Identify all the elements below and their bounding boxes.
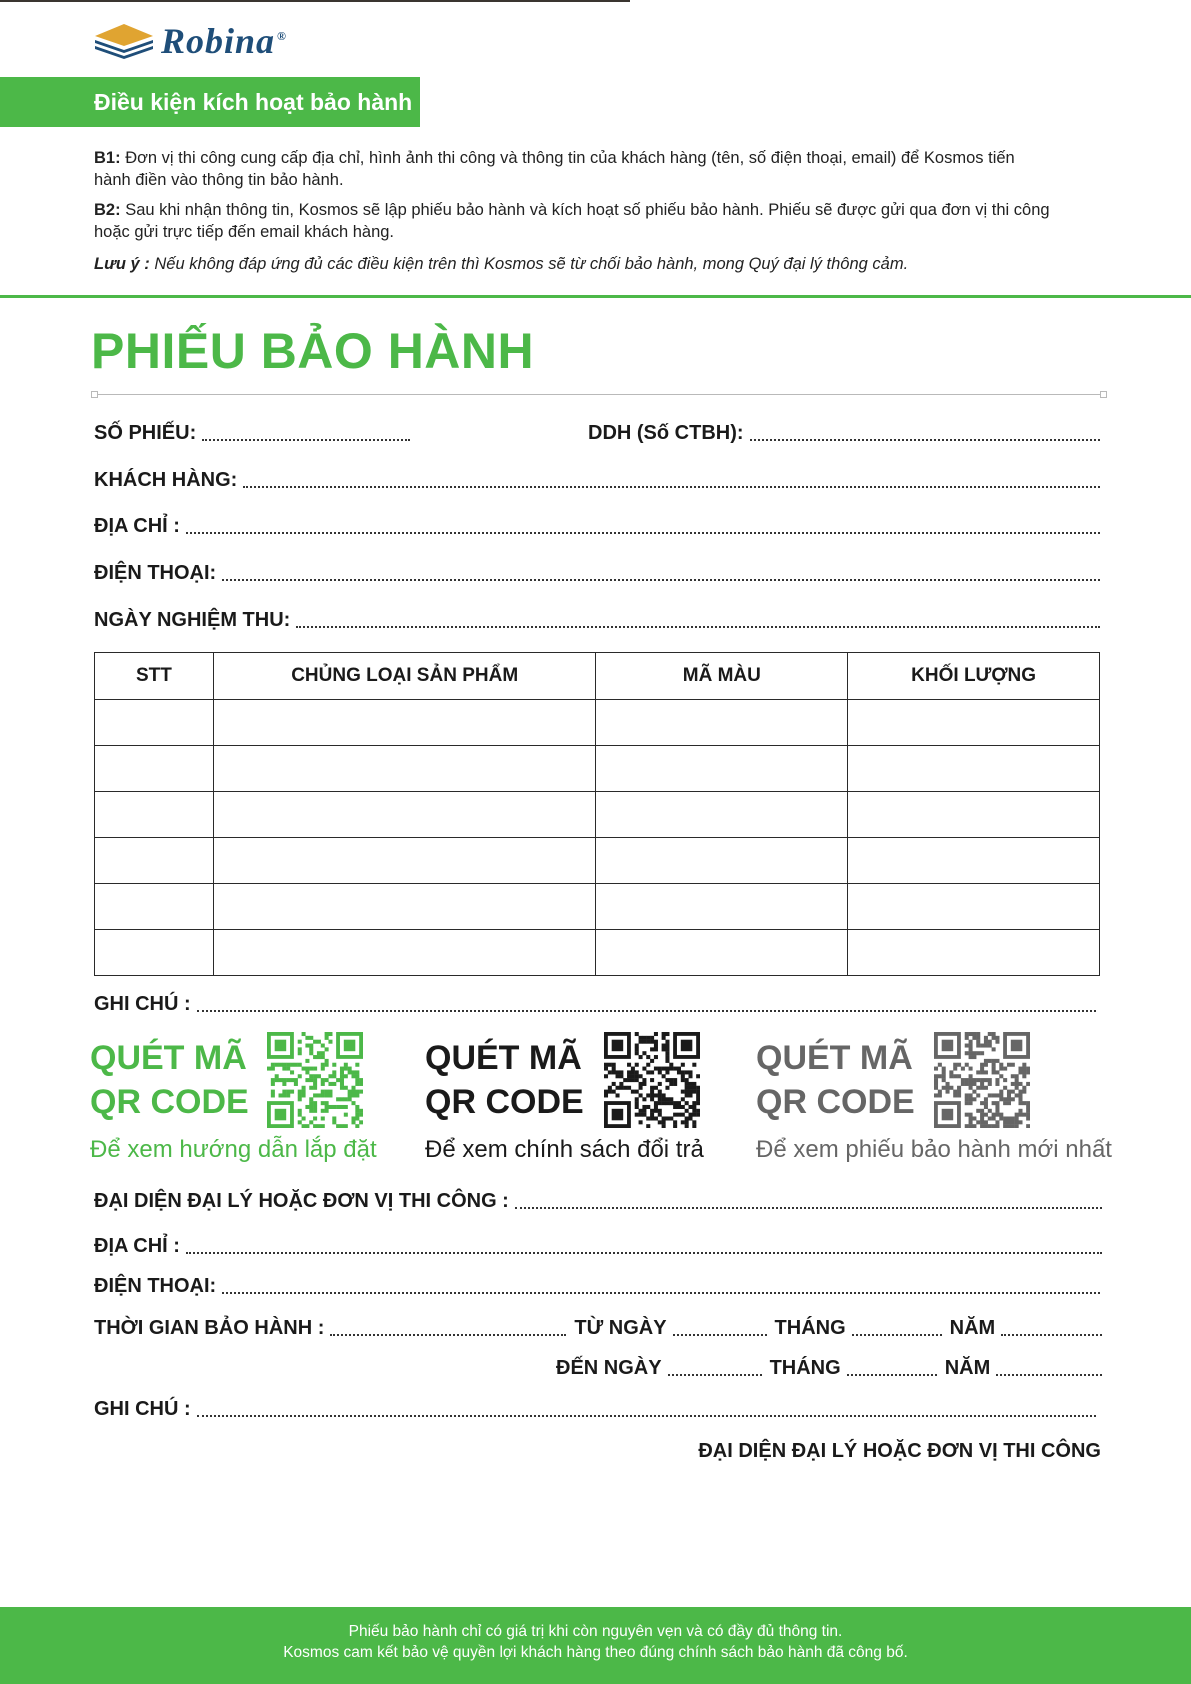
table-cell[interactable]: [848, 792, 1100, 838]
top-edge-line: [0, 0, 630, 2]
ghi-chu-field[interactable]: GHI CHÚ :: [94, 991, 1096, 1017]
table-cell[interactable]: [213, 792, 596, 838]
warranty-period-row: THỜI GIAN BẢO HÀNH : TỪ NGÀY THÁNG NĂM: [94, 1315, 1102, 1341]
footer-banner: [0, 1607, 1191, 1684]
table-cell[interactable]: [848, 884, 1100, 930]
khach-hang-field[interactable]: KHÁCH HÀNG:: [94, 467, 1100, 493]
brand-name: Robina ®: [161, 21, 288, 61]
table-row: [95, 884, 1100, 930]
brand-logo: [93, 18, 333, 62]
col-header-color-code: MÃ MÀU: [596, 653, 848, 700]
table-cell[interactable]: [848, 700, 1100, 746]
dia-chi-field[interactable]: ĐỊA CHỈ :: [94, 513, 1100, 539]
ngay-nghiem-thu-field[interactable]: NGÀY NGHIỆM THU:: [94, 607, 1100, 633]
qr-code-icon[interactable]: [934, 1032, 1030, 1128]
conditions-heading: Điều kiện kích hoạt bảo hành: [0, 77, 420, 127]
to-day-input[interactable]: [668, 1373, 762, 1376]
condition-b2: B2: Sau khi nhận thông tin, Kosmos sẽ lập phiếu bảo hành và kích hoạt số phiếu bảo hành. Phiếu sẽ được gửi qua đơn vị thi công hoặc gửi trực tiếp đến email khách hàng.: [94, 201, 1050, 241]
condition-note: Lưu ý : Nếu không đáp ứng đủ các điều kiện trên thì Kosmos sẽ từ chối bảo hành, mong Quý đại lý thông cảm.: [94, 255, 909, 273]
qr-block-return-policy: [425, 1030, 725, 1170]
table-cell[interactable]: [95, 792, 214, 838]
table-row: [95, 792, 1100, 838]
qr-code-icon[interactable]: [604, 1032, 700, 1128]
table-header-row: [95, 653, 1100, 700]
table-cell[interactable]: [848, 930, 1100, 976]
table-cell[interactable]: [596, 884, 848, 930]
signature-label: ĐẠI DIỆN ĐẠI LÝ HOẶC ĐƠN VỊ THI CÔNG: [698, 1440, 1101, 1462]
table-cell[interactable]: [213, 884, 596, 930]
to-month-input[interactable]: [847, 1373, 937, 1376]
table-cell[interactable]: [213, 838, 596, 884]
agent-name-field[interactable]: ĐẠI DIỆN ĐẠI LÝ HOẶC ĐƠN VỊ THI CÔNG :: [94, 1188, 1102, 1214]
table-cell[interactable]: [596, 700, 848, 746]
qr-caption: Để xem hướng dẫn lắp đặt: [90, 1136, 377, 1163]
table-cell[interactable]: [95, 746, 214, 792]
table-cell[interactable]: [95, 838, 214, 884]
table-cell[interactable]: [848, 746, 1100, 792]
table-cell[interactable]: [213, 930, 596, 976]
table-row: [95, 838, 1100, 884]
from-day-input[interactable]: [673, 1333, 767, 1336]
table-cell[interactable]: [596, 838, 848, 884]
table-cell[interactable]: [213, 746, 596, 792]
footer-line-2: Kosmos cam kết bảo vệ quyền lợi khách hàng theo đúng chính sách bảo hành đã công bố.: [283, 1644, 908, 1661]
table-cell[interactable]: [95, 884, 214, 930]
title-underline: [94, 394, 1104, 395]
table-cell[interactable]: [95, 700, 214, 746]
to-year-input[interactable]: [996, 1373, 1102, 1376]
warranty-end-row: ĐẾN NGÀY THÁNG NĂM: [556, 1355, 1102, 1381]
agent-phone-field[interactable]: ĐIỆN THOẠI:: [94, 1273, 1100, 1299]
qr-code-icon[interactable]: [267, 1032, 363, 1128]
footer-line-1: Phiếu bảo hành chỉ có giá trị khi còn nguyên vẹn và có đầy đủ thông tin.: [348, 1623, 843, 1640]
table-cell[interactable]: [848, 838, 1100, 884]
ddh-field[interactable]: DDH (Số CTBH):: [588, 420, 1100, 446]
condition-b1: B1: Đơn vị thi công cung cấp địa chỉ, hình ảnh thi công và thông tin của khách hàng (tên, số điện thoại, email) để Kosmos tiến hành điền vào thông tin bảo hành.: [94, 149, 1015, 189]
table-cell[interactable]: [596, 792, 848, 838]
table-row: [95, 930, 1100, 976]
page-title: PHIẾU BẢO HÀNH: [91, 323, 535, 379]
qr-heading: QUÉT MÃ QR CODE: [90, 1039, 249, 1121]
agent-address-field[interactable]: ĐỊA CHỈ :: [94, 1233, 1102, 1259]
from-year-input[interactable]: [1001, 1333, 1102, 1336]
logo-stack-icon: [93, 22, 155, 60]
product-table: [94, 652, 1100, 976]
agent-note-field[interactable]: GHI CHÚ :: [94, 1396, 1096, 1422]
section-divider: [0, 295, 1191, 298]
table-cell[interactable]: [95, 930, 214, 976]
qr-caption: Để xem phiếu bảo hành mới nhất: [756, 1136, 1112, 1163]
dien-thoai-field[interactable]: ĐIỆN THOẠI:: [94, 560, 1100, 586]
from-month-input[interactable]: [852, 1333, 942, 1336]
qr-caption: Để xem chính sách đổi trả: [425, 1136, 704, 1163]
qr-heading: QUÉT MÃ QR CODE: [756, 1039, 915, 1121]
table-row: [95, 746, 1100, 792]
table-cell[interactable]: [596, 930, 848, 976]
qr-block-installation: [90, 1030, 380, 1170]
table-row: [95, 700, 1100, 746]
col-header-stt: STT: [95, 653, 214, 700]
qr-heading: QUÉT MÃ QR CODE: [425, 1039, 584, 1121]
col-header-product: CHỦNG LOẠI SẢN PHẨM: [213, 653, 596, 700]
table-cell[interactable]: [213, 700, 596, 746]
col-header-quantity: KHỐI LƯỢNG: [848, 653, 1100, 700]
so-phieu-field[interactable]: SỐ PHIẾU:: [94, 420, 410, 446]
warranty-period-input[interactable]: [330, 1333, 566, 1336]
table-cell[interactable]: [596, 746, 848, 792]
qr-block-latest-warranty: [756, 1030, 1112, 1170]
